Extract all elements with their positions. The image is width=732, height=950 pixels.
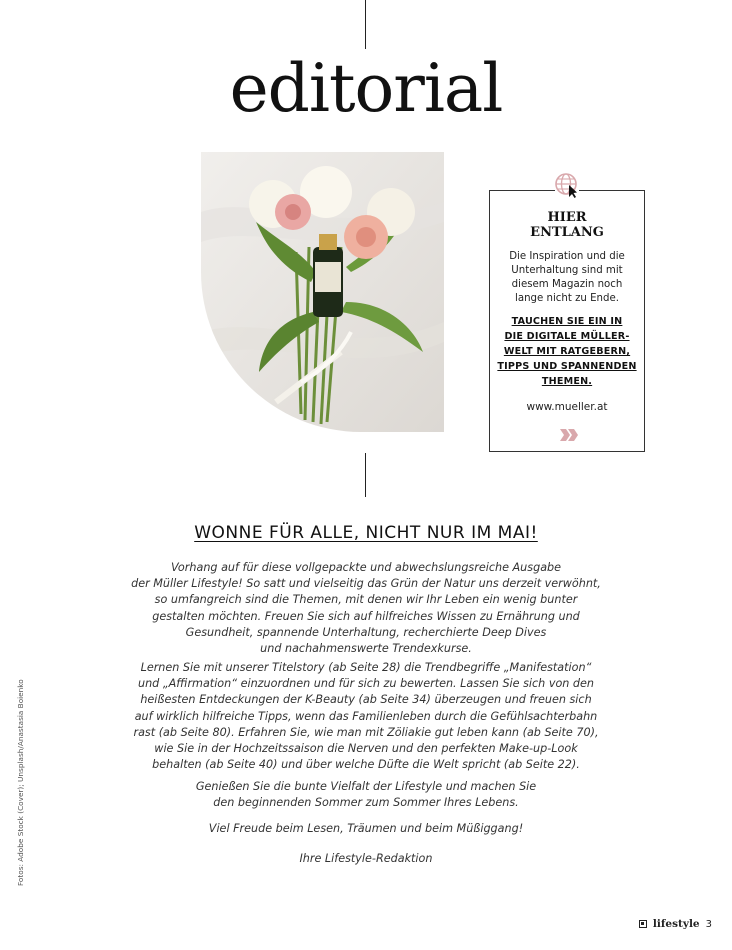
paragraph-line: der Müller Lifestyle! So satt und vielseitig das Grün der Natur uns derzeit verwöhnt,: [131, 577, 601, 591]
article-paragraph-2: [110, 660, 622, 773]
article-closing: Viel Freude beim Lesen, Träumen und beim Müßiggang!: [208, 822, 524, 835]
paragraph-line: gestalten möchten. Freuen Sie sich auf hilfreiches Wissen zu Ernährung und: [152, 609, 580, 623]
info-box-cta-link[interactable]: [496, 314, 638, 389]
article-signature: Ihre Lifestyle-Redaktion: [299, 852, 433, 865]
paragraph-line: wie Sie in der Hochzeitssaison die Nerven und den perfekten Make-up-Look: [154, 742, 578, 756]
paragraph-line: und „Affirmation“ einzuordnen und für sich zu bewerten. Lassen Sie sich von den: [137, 677, 595, 691]
info-box: [489, 190, 645, 452]
paragraph-line: Genießen Sie die bunte Vielfalt der Lifestyle und machen Sie: [195, 780, 537, 793]
brand-logo-icon: [639, 920, 647, 928]
paragraph-line: rast (ab Seite 80). Erfahren Sie, wie man mit Zöliakie gut leben kann (ab Seite 70),: [133, 725, 599, 739]
article-headline: [0, 523, 732, 543]
website-link[interactable]: www.mueller.at: [526, 401, 608, 413]
paragraph-line: so umfangreich sind die Themen, mit denen wir Ihr Leben ein wenig bunter: [154, 593, 578, 607]
paragraph-line: Vorhang auf für diese vollgepackte und abwechslungsreiche Ausgabe: [170, 561, 562, 574]
info-box-body-line: lange nicht zu Ende.: [515, 293, 619, 304]
photo-credit: Fotos: Adobe Stock (Cover); Unsplash/Anastasia Boienko: [16, 679, 25, 886]
info-box-cta-line[interactable]: TIPPS UND SPANNENDEN: [497, 361, 637, 372]
info-box-cta-line[interactable]: WELT MIT RATGEBERN,: [503, 346, 631, 357]
info-box-heading-line: HIER: [547, 210, 587, 225]
info-box-body: [498, 250, 636, 306]
page-footer: [639, 918, 712, 930]
paragraph-line: Lernen Sie mit unserer Titelstory (ab Seite 28) die Trendbegriffe „Manifestation“: [140, 661, 592, 674]
footer-brand: lifestyle: [652, 918, 700, 930]
article-paragraph-1: [110, 560, 622, 657]
page-title: editorial: [229, 50, 503, 127]
info-box-body-line: diesem Magazin noch: [511, 279, 623, 290]
page-number: 3: [705, 918, 712, 930]
article-paragraph-3: [110, 779, 622, 811]
paragraph-line: auf wirklich hilfreiche Tipps, wenn das Familienleben durch die Gefühlsachterbahn: [134, 709, 598, 723]
article-headline-text: WONNE FÜR ALLE, NICHT NUR IM MAI!: [194, 523, 538, 543]
info-box-cta-line[interactable]: DIE DIGITALE MÜLLER-: [504, 331, 630, 342]
flower-bouquet-photo: [201, 152, 444, 432]
divider-line-top: [365, 0, 366, 49]
info-box-body-line: Die Inspiration und die: [509, 251, 625, 262]
paragraph-line: heißesten Entdeckungen der K-Beauty (ab Seite 34) überzeugen und freuen sich: [140, 693, 592, 707]
paragraph-line: Gesundheit, spannende Unterhaltung, recherchierte Deep Dives: [185, 625, 547, 639]
paragraph-line: und nachahmenswerte Trendexkurse.: [260, 642, 472, 656]
info-box-body-line: Unterhaltung sind mit: [511, 265, 623, 276]
info-box-cta-line[interactable]: TAUCHEN SIE EIN IN: [511, 316, 623, 327]
info-box-cta-line[interactable]: THEMEN.: [541, 376, 593, 387]
double-chevron-right-icon[interactable]: [560, 426, 580, 445]
globe-cursor-icon: [555, 172, 579, 198]
paragraph-line: den beginnenden Sommer zum Sommer Ihres Lebens.: [213, 796, 519, 810]
paragraph-line: behalten (ab Seite 40) und über welche Düfte die Welt spricht (ab Seite 22).: [152, 758, 580, 772]
info-box-heading-line: ENTLANG: [530, 225, 604, 240]
divider-line-middle: [365, 453, 366, 497]
info-box-heading: [490, 210, 644, 240]
